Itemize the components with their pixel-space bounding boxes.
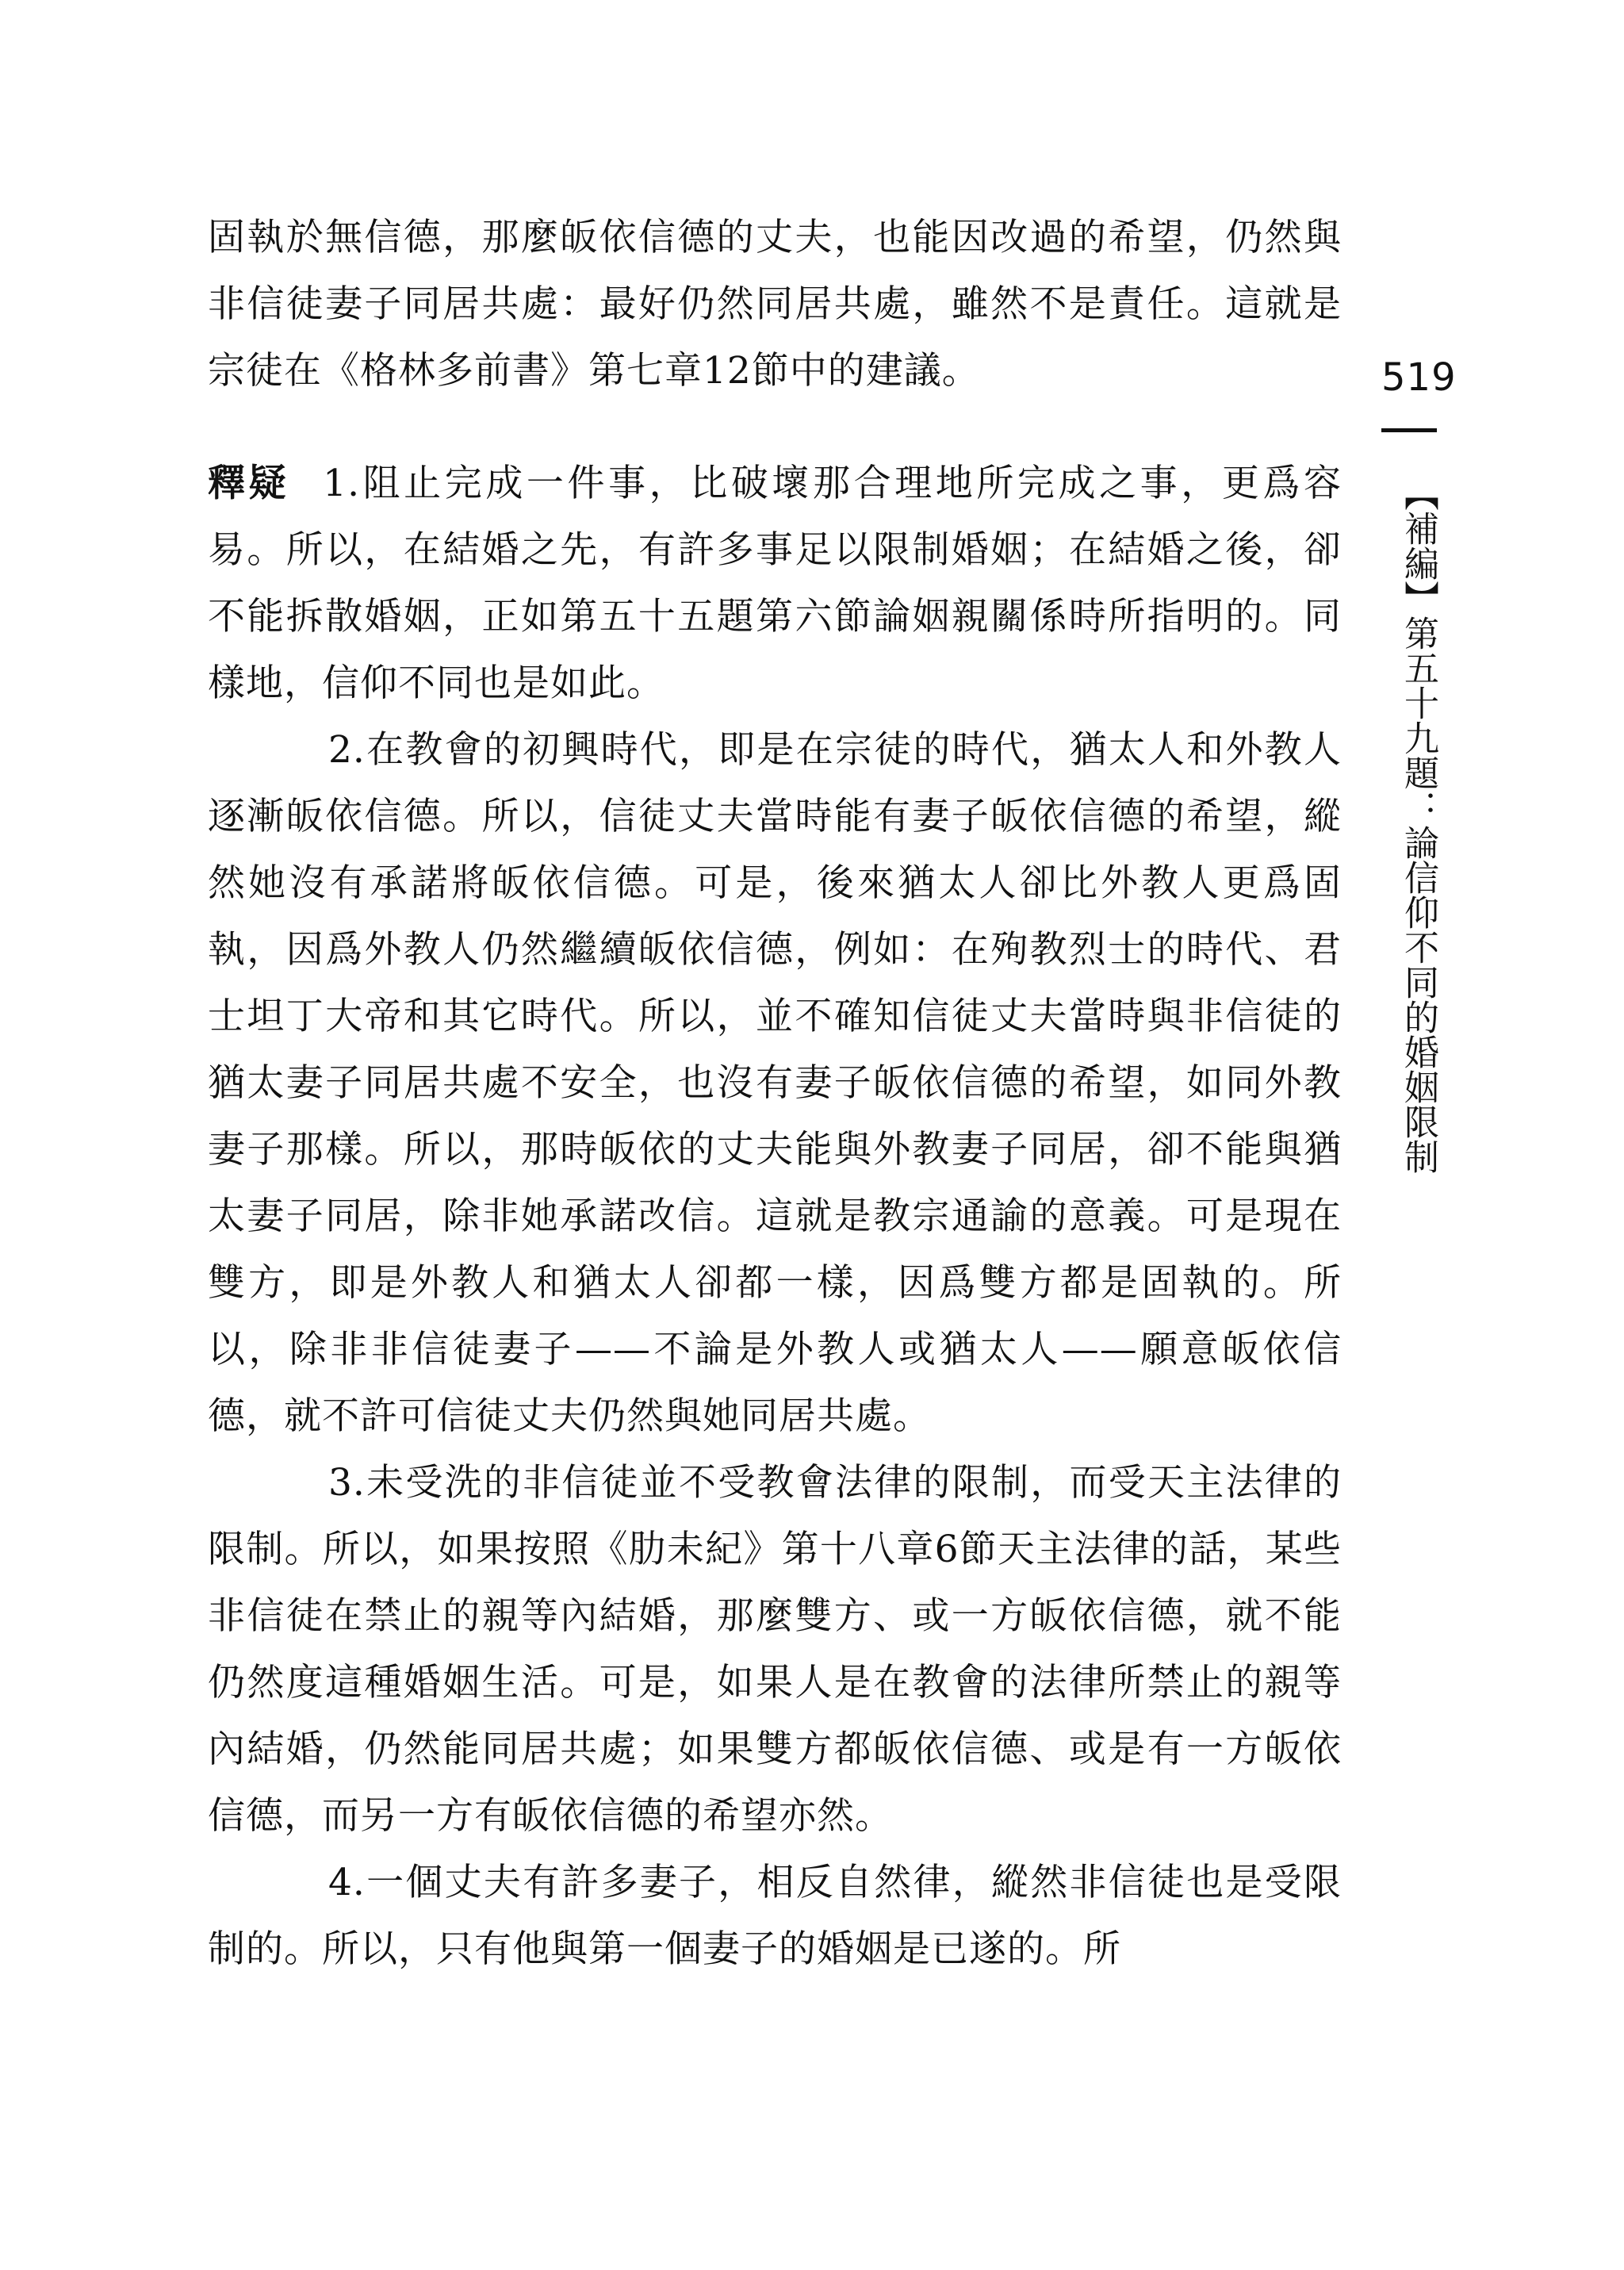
page-number: 519 xyxy=(1381,355,1457,400)
point-1-paragraph xyxy=(208,451,1342,717)
point-4-paragraph: 4.一個丈夫有許多妻子，相反自然律，縱然非信徒也是受限制的。所以，只有他與第一個妻子的婚姻是已遂的。所 xyxy=(208,1861,1342,1971)
header-rule xyxy=(1381,428,1437,432)
section-label: 釋疑 xyxy=(208,462,290,505)
point-3-paragraph: 3.未受洗的非信徒並不受教會法律的限制，而受天主法律的限制。所以，如果按照《肋未紀》第十八章6節天主法律的話，某些非信徒在禁止的親等內結婚，那麼雙方、或一方皈依信德，就不能仍然度這種婚姻生活。可是，如果人是在教會的法律所禁止的親等內結婚，仍然能同居共處；如果雙方都皈依信德、或是有一方皈依信德，而另一方有皈依信德的希望亦然。 xyxy=(208,1461,1342,1838)
intro-paragraph: 固執於無信德，那麼皈依信德的丈夫，也能因改過的希望，仍然與非信徒妻子同居共處：最好仍然同居共處，雖然不是責任。這就是宗徒在《格林多前書》第七章12節中的建議。 xyxy=(208,216,1342,393)
point-2-paragraph: 2.在教會的初興時代，即是在宗徒的時代，猶太人和外教人逐漸皈依信德。所以，信徒丈夫當時能有妻子皈依信德的希望，縱然她沒有承諾將皈依信德。可是，後來猶太人卻比外教人更爲固執，因爲外教人仍然繼續皈依信德，例如：在殉教烈士的時代、君士坦丁大帝和其它時代。所以，並不確知信徒丈夫當時與非信徒的猶太妻子同居共處不安全，也沒有妻子皈依信德的希望，如同外教妻子那樣。所以，那時皈依的丈夫能與外教妻子同居，卻不能與猶太妻子同居，除非她承諾改信。這就是教宗通諭的意義。可是現在雙方，即是外教人和猶太人卻都一樣，因爲雙方都是固執的。所以，除非非信徒妻子——不論是外教人或猶太人——願意皈依信德，就不許可信徒丈夫仍然與她同居共處。 xyxy=(208,728,1342,1438)
running-header: 【補編】第五十九題：論信仰不同的婚姻限制 xyxy=(1398,476,1438,1174)
body-text xyxy=(208,205,1342,1983)
point-1-text: 1.阻止完成一件事，比破壞那合理地所完成之事，更爲容易。所以，在結婚之先，有許多事足以限制婚姻；在結婚之後，卻不能拆散婚姻，正如第五十五題第六節論姻親關係時所指明的。同樣地，信仰不同也是如此。 xyxy=(208,462,1342,705)
